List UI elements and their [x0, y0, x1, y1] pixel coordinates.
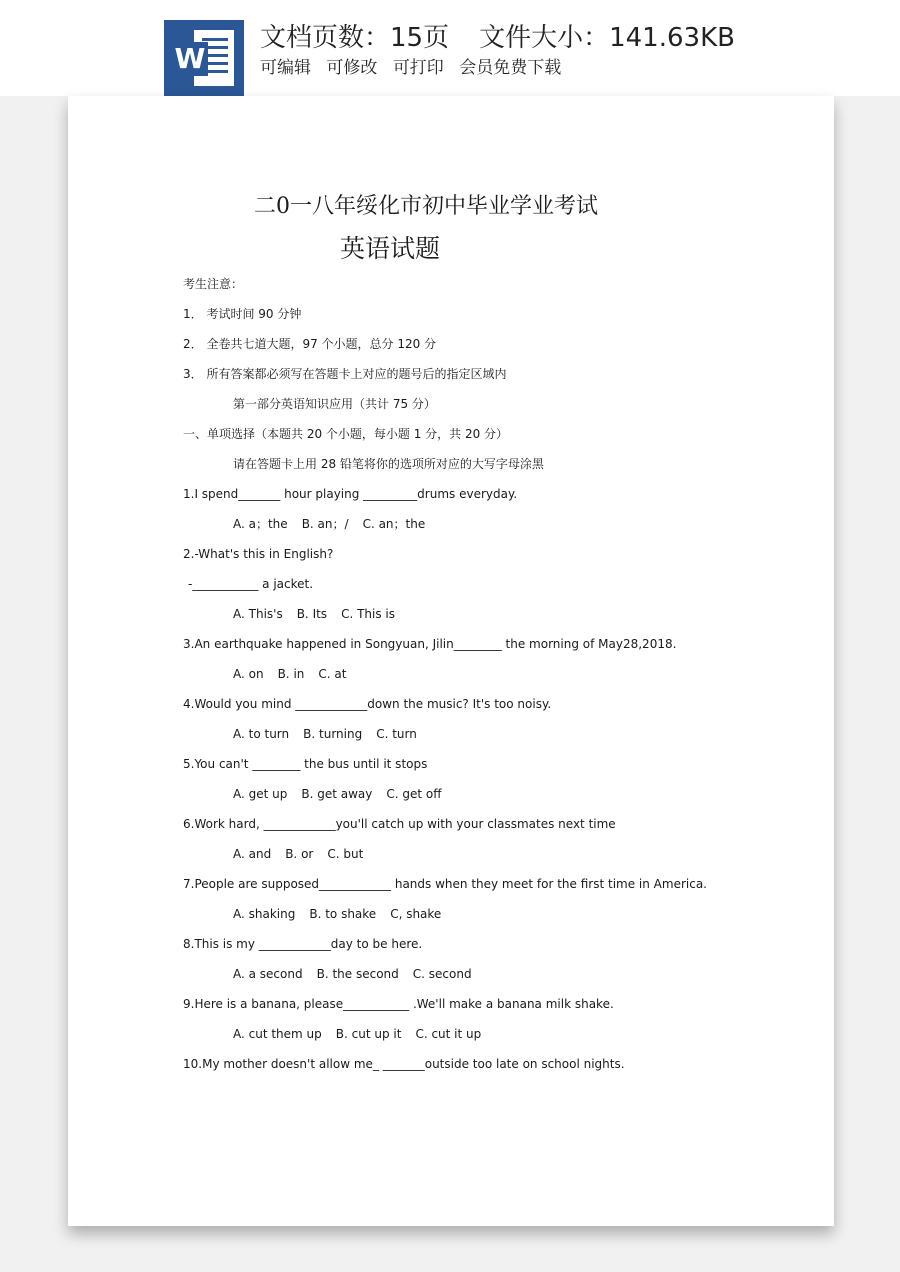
question-9: 9.Here is a banana, please___________ .We'll make a banana milk shake. — [183, 997, 614, 1011]
question-6-options — [233, 845, 377, 863]
file-info — [260, 20, 735, 56]
question-4: 4.Would you mind ____________down the music? It's too noisy. — [183, 697, 552, 711]
file-size-label: 文件大小：141.63KB — [479, 23, 735, 53]
feature-modifiable: 可修改 — [326, 58, 378, 78]
option-c: C. turn — [376, 727, 417, 741]
option-b: B. or — [285, 847, 314, 861]
document-page — [68, 96, 834, 1226]
feature-editable: 可编辑 — [260, 58, 311, 78]
notice-heading: 考生注意： — [183, 277, 244, 291]
question-1: 1.I spend_______ hour playing _________drums everyday. — [183, 487, 518, 501]
option-a: A. a；the — [233, 517, 288, 531]
question-7-options — [233, 905, 455, 923]
option-a: A. get up — [233, 787, 288, 801]
question-2-options — [233, 605, 409, 623]
option-c: C. but — [327, 847, 364, 861]
question-4-options — [233, 725, 431, 743]
option-b: B. the second — [316, 967, 399, 981]
option-b: B. turning — [303, 727, 363, 741]
question-8-options — [233, 965, 486, 983]
option-a: A. and — [233, 847, 272, 861]
section-instruction: 请在答题卡上用 28 铅笔将你的选项所对应的大写字母涂黑 — [233, 457, 544, 471]
question-9-options — [233, 1025, 495, 1043]
question-3: 3.An earthquake happened in Songyuan, Jilin________ the morning of May28,2018. — [183, 637, 677, 651]
option-a: A. on — [233, 667, 264, 681]
option-a: A. cut them up — [233, 1027, 322, 1041]
word-letter-badge: W — [172, 42, 208, 76]
option-b: B. an；/ — [301, 517, 349, 531]
option-a: A. to turn — [233, 727, 290, 741]
option-b: B. Its — [296, 607, 328, 621]
question-10: 10.My mother doesn't allow me_ _______outside too late on school nights. — [183, 1057, 625, 1071]
option-a: A. shaking — [233, 907, 296, 921]
option-c: C. This is — [341, 607, 395, 621]
option-c: C. get off — [386, 787, 442, 801]
feature-member-download: 会员免费下载 — [459, 58, 562, 78]
question-7: 7.People are supposed____________ hands when they meet for the first time in America. — [183, 877, 707, 891]
question-5-options — [233, 785, 456, 803]
question-3-options — [233, 665, 360, 683]
question-2-reply: -___________ a jacket. — [188, 577, 314, 591]
option-c: C. second — [412, 967, 472, 981]
page-count-label: 文档页数：15页 — [260, 23, 450, 53]
word-document-icon — [164, 20, 244, 96]
option-c: C. an；the — [362, 517, 426, 531]
option-b: B. cut up it — [335, 1027, 402, 1041]
notice-item: 2． 全卷共七道大题，97 个小题，总分 120 分 — [183, 337, 437, 351]
question-8: 8.This is my ____________day to be here. — [183, 937, 423, 951]
question-6: 6.Work hard, ____________you'll catch up with your classmates next time — [183, 817, 616, 831]
option-b: B. get away — [301, 787, 373, 801]
part-heading: 第一部分英语知识应用（共计 75 分） — [233, 397, 436, 411]
notice-item: 3． 所有答案都必须写在答题卡上对应的题号后的指定区域内 — [183, 367, 507, 381]
feature-list — [260, 56, 571, 80]
notice-item: 1． 考试时间 90 分钟 — [183, 307, 302, 321]
option-c: C. at — [318, 667, 347, 681]
option-a: A. a second — [233, 967, 303, 981]
exam-subtitle: 英语试题 — [340, 234, 441, 263]
feature-printable: 可打印 — [392, 58, 444, 78]
question-2: 2.-What's this in English? — [183, 547, 334, 561]
question-5: 5.You can't ________ the bus until it stops — [183, 757, 428, 771]
option-a: A. This's — [233, 607, 283, 621]
question-1-options — [233, 515, 439, 533]
download-banner — [0, 0, 900, 96]
option-b: B. to shake — [309, 907, 377, 921]
exam-title: 二0一八年绥化市初中毕业学业考试 — [254, 194, 598, 219]
section-heading: 一、单项选择（本题共 20 个小题，每小题 1 分，共 20 分） — [183, 427, 509, 441]
option-c: C. cut it up — [415, 1027, 482, 1041]
option-c: C, shake — [390, 907, 442, 921]
option-b: B. in — [277, 667, 305, 681]
